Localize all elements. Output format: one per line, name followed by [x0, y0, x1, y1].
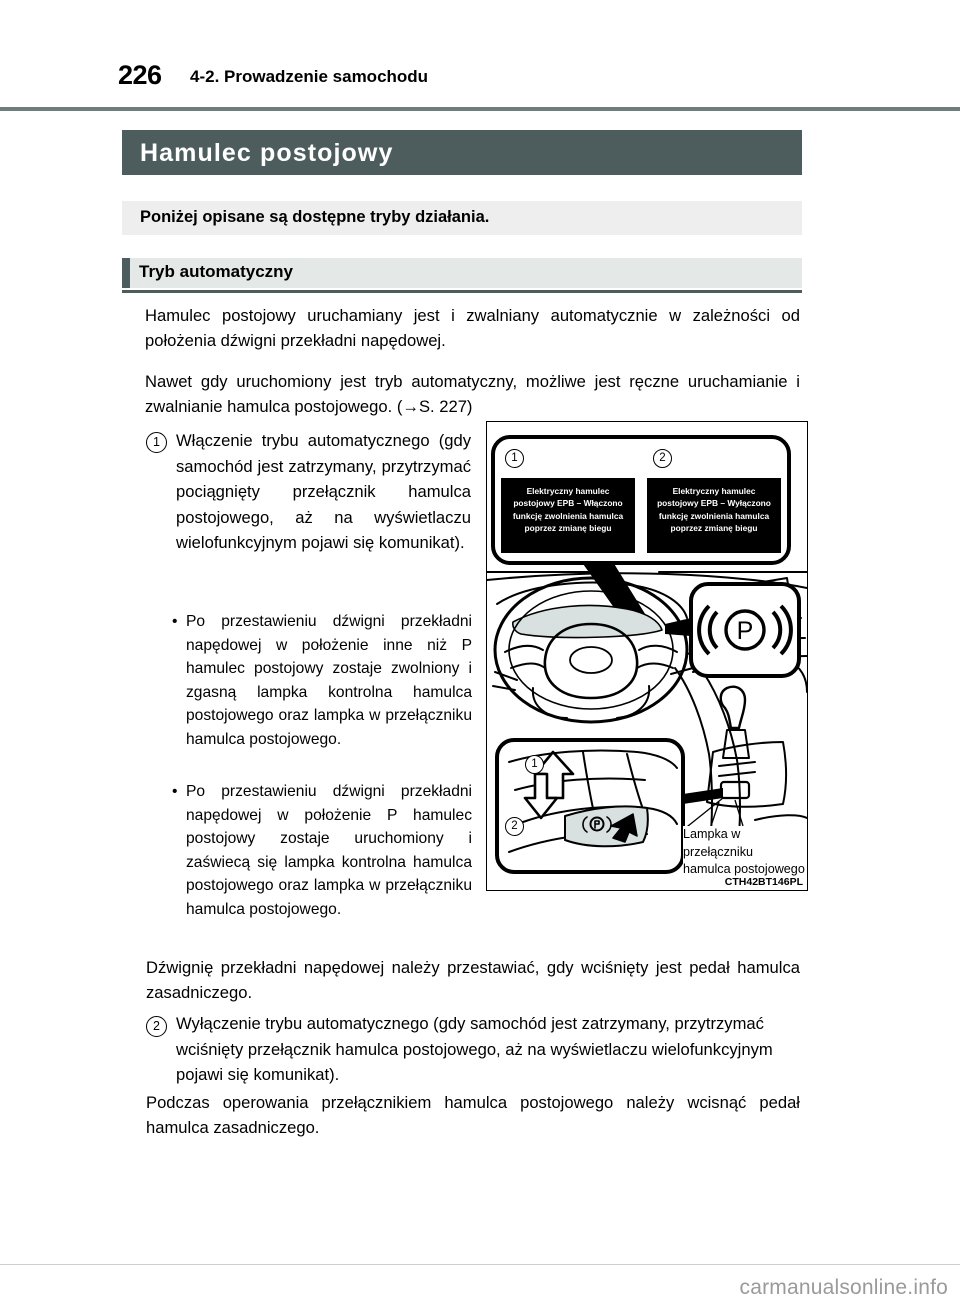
bullet-1-text: Po przestawieniu dźwigni przekładni napędowej w położenie inne niż P hamulec postojowy zostaje zwolniony i zgasną lampka kontrolna hamulca postojowego oraz lampka w przełączniku hamulca postojowego.	[186, 613, 472, 748]
subsection-marker	[122, 258, 130, 288]
page-header	[0, 0, 960, 112]
header-divider	[0, 107, 960, 111]
list-item	[172, 780, 472, 922]
paragraph-note-2: Podczas operowania przełącznikiem hamulca postojowego należy wcisnąć pedał hamulca zasadniczego.	[146, 1093, 800, 1137]
paragraph-intro-1: Hamulec postojowy uruchamiany jest i zwalniany automatycznie w zależności od położenia dźwigni przekładni napędowej.	[145, 306, 800, 350]
bullet-dot-icon: •	[172, 783, 178, 800]
list-number-2: 2	[146, 1016, 167, 1037]
display-message-box-2: Elektryczny hamulec postojowy EPB – Wyłączono funkcję zwolnienia hamulca poprzez zmianę biegu	[647, 478, 781, 553]
illustration-caption-line-2: hamulca postojowego	[683, 862, 805, 876]
illustration-inset-callout-1: 1	[525, 755, 544, 774]
illustration-caption-line-1: Lampka w przełączniku	[683, 827, 753, 859]
footer-watermark: carmanualsonline.info	[739, 1276, 948, 1299]
illustration-callout-1: 1	[505, 449, 524, 468]
bullet-dot-icon: •	[172, 613, 178, 630]
display-message-box-1: Elektryczny hamulec postojowy EPB – Włączono funkcję zwolnienia hamulca poprzez zmianę biegu	[501, 478, 635, 553]
intro-band-label: Poniżej opisane są dostępne tryby działania.	[140, 208, 490, 226]
list-item	[172, 610, 472, 752]
breadcrumb: 4-2. Prowadzenie samochodu	[190, 67, 429, 86]
figure-code: CTH42BT146PL	[724, 876, 803, 888]
page-title: Hamulec postojowy	[140, 139, 394, 167]
subsection-header	[122, 258, 802, 288]
subsection-divider	[122, 290, 802, 293]
illustration-caption	[683, 826, 807, 879]
svg-text:P: P	[736, 617, 754, 645]
illustration-figure	[486, 421, 808, 891]
list-item-2-text: Wyłączenie trybu automatycznego (gdy samochód jest zatrzymany, przytrzymać wciśnięty przełącznik hamulca postojowego, aż na wyświetlaczu wielofunkcyjnym pojawi się komunikat).	[176, 1014, 773, 1084]
list-number-1: 1	[146, 432, 167, 453]
paragraph-intro-2: Nawet gdy uruchomiony jest tryb automatyczny, możliwe jest ręczne uruchamianie i zwalnianie hamulca postojowego. (→S. 227)	[145, 372, 800, 416]
intro-band	[122, 201, 802, 235]
list-item-1-text: Włączenie trybu automatycznego (gdy samochód jest zatrzymany, przytrzymać pociągnięty przełącznik hamulca postojowego, aż na wyświetlaczu wielofunkcyjnym pojawi się komunikat).	[176, 431, 471, 552]
page-number: 226	[118, 60, 162, 90]
subsection-title: Tryb automatyczny	[139, 262, 293, 281]
paragraph-note-1: Dźwignię przekładni napędowej należy przestawiać, gdy wciśnięty jest pedał hamulca zasadniczego.	[146, 958, 800, 1002]
chapter-title-bar	[122, 130, 802, 175]
illustration-inset-callout-2: 2	[505, 817, 524, 836]
footer-divider	[0, 1264, 960, 1265]
bullet-2-text: Po przestawieniu dźwigni przekładni napędowej w położenie P hamulec postojowy zostaje uruchomiony i zaświecą się lampka kontrolna hamulca postojowego oraz lampka w przełączniku hamulca postojowego.	[186, 783, 472, 918]
illustration-callout-2: 2	[653, 449, 672, 468]
